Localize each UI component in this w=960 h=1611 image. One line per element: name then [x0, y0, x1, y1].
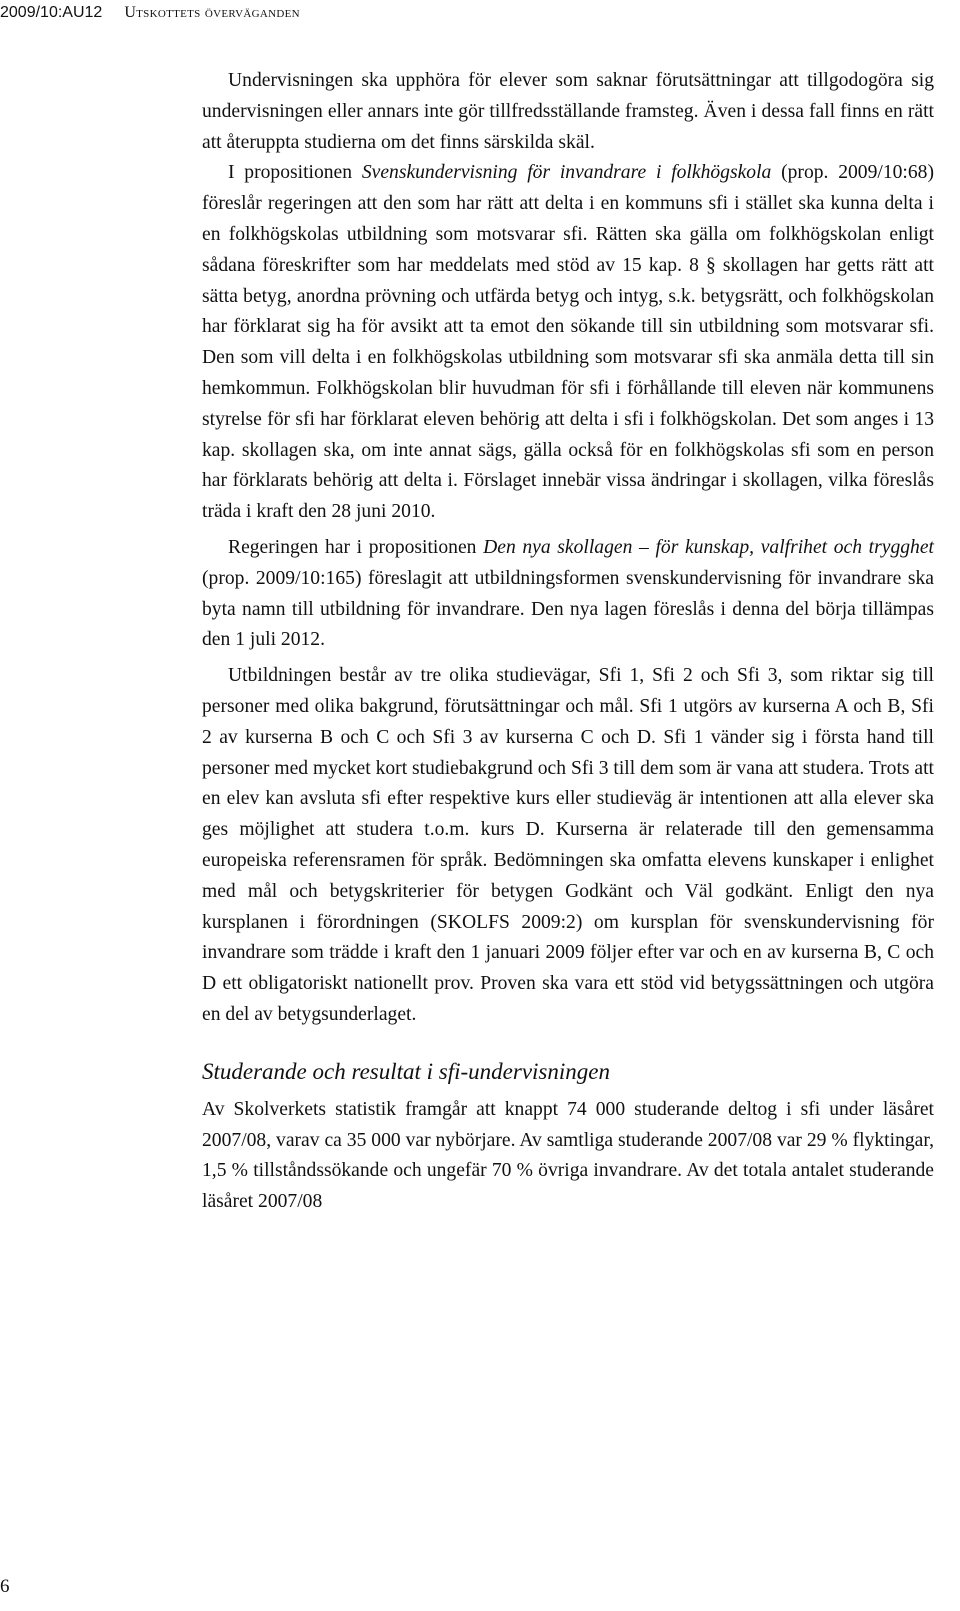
paragraph — [202, 1095, 934, 1218]
page-number: 6 — [0, 1576, 10, 1597]
paragraph-text: Undervisningen ska upphöra för elever som saknar förutsättningar att tillgodogöra sig undervisningen eller annars inte gör tillfredsställande framsteg. Även i dessa fall finns en rätt att återuppta studierna om det finns särskilda skäl. — [202, 70, 934, 153]
paragraph-text: Av Skolverkets statistik framgår att knappt 74 000 studerande deltog i sfi under läsåret 2007/08, varav ca 35 000 var nybörjare. Av samtliga studerande 2007/08 var 29 % flyktingar, 1,5 % tillståndssökande och ungefär 70 % övriga invandrare. Av det totala antalet studerande läsåret 2007/08 — [202, 1098, 934, 1213]
running-header — [0, 2, 300, 23]
section-heading: Studerande och resultat i sfi-undervisningen — [202, 1058, 610, 1084]
proposition-title: Den nya skollagen – för kunskap, valfrihet och trygghet — [483, 536, 934, 558]
section-label: Utskottets överväganden — [124, 4, 300, 21]
paragraph — [202, 661, 934, 1031]
paragraph — [202, 66, 934, 158]
paragraph-text: (prop. 2009/10:165) föreslagit att utbildningsformen svenskundervisning för invandrare ska byta namn till utbildning för invandrare. Den nya lagen föreslås i denna del börja tillämpas den 1 juli 2012. — [202, 567, 934, 651]
paragraph-text: Utbildningen består av tre olika studievägar, Sfi 1, Sfi 2 och Sfi 3, som riktar sig till personer med olika bakgrund, förutsättningar och mål. Sfi 1 utgörs av kurserna A och B, Sfi 2 av kurserna B och C och Sfi 3 av kurserna C och D. Sfi 1 vänder sig i första hand till personer med mycket kort studiebakgrund och Sfi 3 till dem som är vana att studera. Trots att en elev kan avsluta sfi efter respektive kurs eller studieväg är intentionen att alla elever ska ges möjlighet att studera t.o.m. kurs D. Kurserna är relaterade till den gemensamma europeiska referensramen för språk. Bedömningen ska omfatta elevens kunskaper i enlighet med mål och betygskriterier för betygen Godkänt och Väl godkänt. Enligt den nya kursplanen i förordningen (SKOLFS 2009:2) om kursplan för svenskundervisning för invandrare som trädde i kraft den 1 januari 2009 följer efter var och en av kurserna B, C och D ett obligatoriskt nationellt prov. Proven ska vara ett stöd vid betygssättningen och utgöra en del av betygsunderlaget. — [202, 665, 934, 1025]
paragraph-text: I propositionen — [228, 162, 362, 184]
paragraph — [202, 158, 934, 528]
paragraph-text: Regeringen har i propositionen — [228, 536, 484, 558]
paragraph-text: (prop. 2009/10:68) föreslår regeringen att den som har rätt att delta i en kommuns sfi i stället ska kunna delta i en folkhögskolas utbildning som motsvarar sfi. Rätten ska gälla om folkhögskolan enligt sådana föreskrifter som har meddelats med stöd av 15 kap. 8 § skollagen har getts rätt att sätta betyg, anordna prövning och utfärda betyg och intyg, s.k. betygsrätt, och folkhögskolan har förklarat sig ha för avsikt att ta emot den sökande till sin utbildning som motsvarar sfi. Den som vill delta i en folkhögskolas utbildning som motsvarar sfi ska anmäla detta till sin hemkommun. Folkhögskolan blir huvudman för sfi i förhållande till eleven när kommunens styrelse för sfi har förklarat eleven behörig att delta i sfi i folkhögskolan. Det som anges i 13 kap. skollagen ska, om inte annat sägs, gälla också för en folkhögskolas sfi som en person har förklarats behörig att delta i. Förslaget innebär vissa ändringar i skollagen, vilka föreslås träda i kraft den 28 juni 2010. — [202, 162, 934, 523]
document-number: 2009/10:AU12 — [0, 4, 103, 21]
proposition-title: Svenskundervisning för invandrare i folkhögskola — [361, 162, 772, 184]
main-text — [202, 66, 934, 1218]
paragraph — [202, 533, 934, 656]
